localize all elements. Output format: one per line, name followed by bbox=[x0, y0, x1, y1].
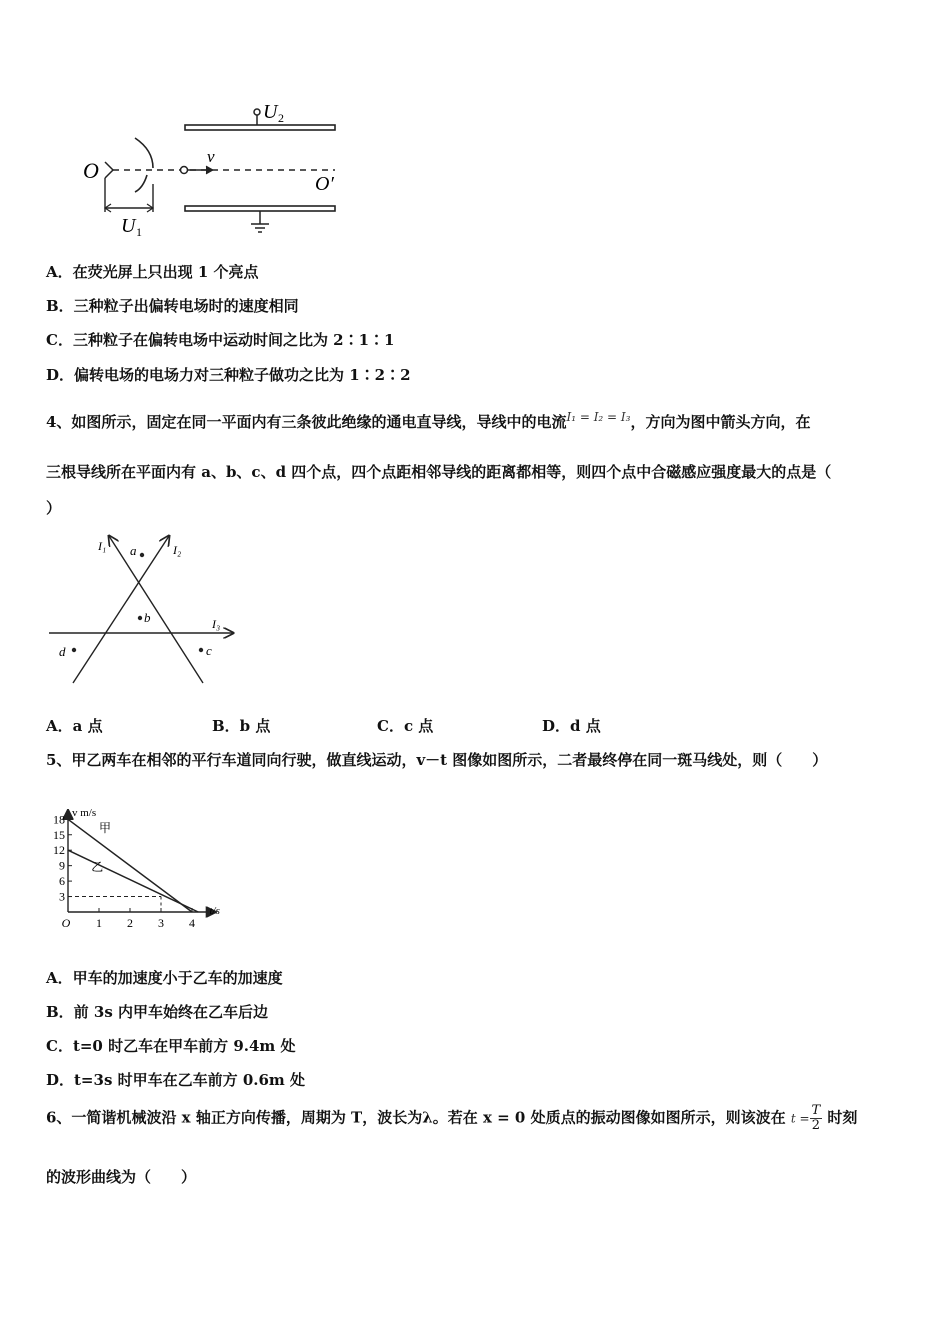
series-label-2: 乙 bbox=[91, 859, 104, 874]
x-tick-label: O bbox=[61, 916, 71, 930]
x-tick-label: 2 bbox=[127, 916, 133, 930]
point-d-label: d bbox=[59, 644, 66, 659]
vt-chart bbox=[44, 780, 224, 935]
point-b-label: b bbox=[144, 610, 151, 625]
q4-option-c: C．c 点 bbox=[377, 717, 434, 735]
i1-label: I₁ bbox=[98, 539, 107, 553]
q3-option-c: C．三种粒子在偏转电场中运动时间之比为 2∶1∶1 bbox=[46, 331, 395, 349]
point-c-label: c bbox=[206, 643, 212, 658]
u2-label: U bbox=[263, 101, 278, 123]
y-tick-label: 18 bbox=[53, 812, 65, 827]
point-b bbox=[138, 616, 142, 620]
q4-option-a: A．a 点 bbox=[46, 717, 103, 735]
deflection-field-figure bbox=[75, 98, 350, 243]
x-axis-label: t/s bbox=[209, 905, 220, 917]
y-axis-label: v m/s bbox=[72, 807, 97, 820]
three-wires-figure bbox=[45, 528, 245, 688]
q3-option-a: A．在荧光屏上只出现 1 个亮点 bbox=[46, 263, 259, 281]
y-tick-label: 15 bbox=[53, 827, 65, 842]
q6-stem-line2: 的波形曲线为（ ） bbox=[46, 1168, 197, 1186]
i2-label: I₂ bbox=[173, 543, 182, 557]
q4-stem-line1: 4、如图所示，固定在同一平面内有三条彼此绝缘的通电直导线，导线中的电流$^{I_1 = I_2 = I_3}$，方向为图中箭头方向，在 bbox=[46, 410, 811, 431]
x-tick-label: 4 bbox=[189, 916, 195, 930]
time-lhs: t = bbox=[790, 1111, 810, 1126]
q5-option-c: C．t=0 时乙车在甲车前方 9.4m 处 bbox=[46, 1037, 296, 1055]
u1-label: U bbox=[121, 215, 136, 237]
point-c bbox=[199, 648, 203, 652]
y-tick-label: 6 bbox=[59, 874, 65, 889]
q5-option-a: A．甲车的加速度小于乙车的加速度 bbox=[46, 969, 283, 987]
svg-text:1: 1 bbox=[136, 225, 142, 239]
point-d bbox=[72, 648, 76, 652]
x-tick-label: 1 bbox=[96, 916, 102, 930]
current-equality-formula: I₁ = I₂ = I₃ bbox=[566, 410, 631, 424]
q5-stem: 5、甲乙两车在相邻的平行车道同向行驶，做直线运动，v－t 图像如图所示，二者最终停在同一斑马线处，则（ ） bbox=[46, 751, 828, 769]
q5-option-b: B．前 3s 内甲车始终在乙车后边 bbox=[46, 1003, 269, 1021]
series-line-1 bbox=[68, 819, 192, 912]
o-prime-label: O′ bbox=[315, 173, 334, 195]
q4-option-b: B．b 点 bbox=[212, 717, 271, 735]
i3-label: I₃ bbox=[212, 617, 221, 631]
series-label-1: 甲 bbox=[99, 821, 112, 836]
q4-stem-line2: 三根导线所在平面内有 a、b、c、d 四个点，四个点距相邻导线的距离都相等，则四个点中合磁感应强度最大的点是（ bbox=[46, 463, 832, 481]
x-tick-label: 3 bbox=[158, 916, 164, 930]
y-tick-label: 3 bbox=[59, 889, 65, 904]
point-a-label: a bbox=[130, 543, 137, 558]
q4-option-d: D．d 点 bbox=[542, 717, 601, 735]
svg-text:2: 2 bbox=[278, 111, 284, 125]
y-tick-label: 9 bbox=[59, 858, 65, 873]
point-a bbox=[140, 553, 144, 557]
q3-option-b: B．三种粒子出偏转电场时的速度相同 bbox=[46, 297, 299, 315]
q6-stem-line1: 6、一简谐机械波沿 x 轴正方向传播，周期为 T，波长为λ。若在 x = 0 处质点的振动图像如图所示，则该波在 t = $\frac{T}{2}$ 时刻 bbox=[46, 1103, 858, 1133]
q5-option-d: D．t=3s 时甲车在乙车前方 0.6m 处 bbox=[46, 1071, 306, 1089]
y-tick-label: 12 bbox=[53, 843, 65, 858]
v-label: v bbox=[207, 147, 215, 166]
series-line-2 bbox=[68, 850, 198, 912]
t-over-2-fraction: $\frac{T}{2}$ bbox=[811, 1103, 821, 1133]
q3-option-d: D．偏转电场的电场力对三种粒子做功之比为 1∶2∶2 bbox=[46, 366, 411, 384]
q4-stem-line3: ） bbox=[46, 499, 62, 517]
o-label: O bbox=[83, 158, 99, 183]
